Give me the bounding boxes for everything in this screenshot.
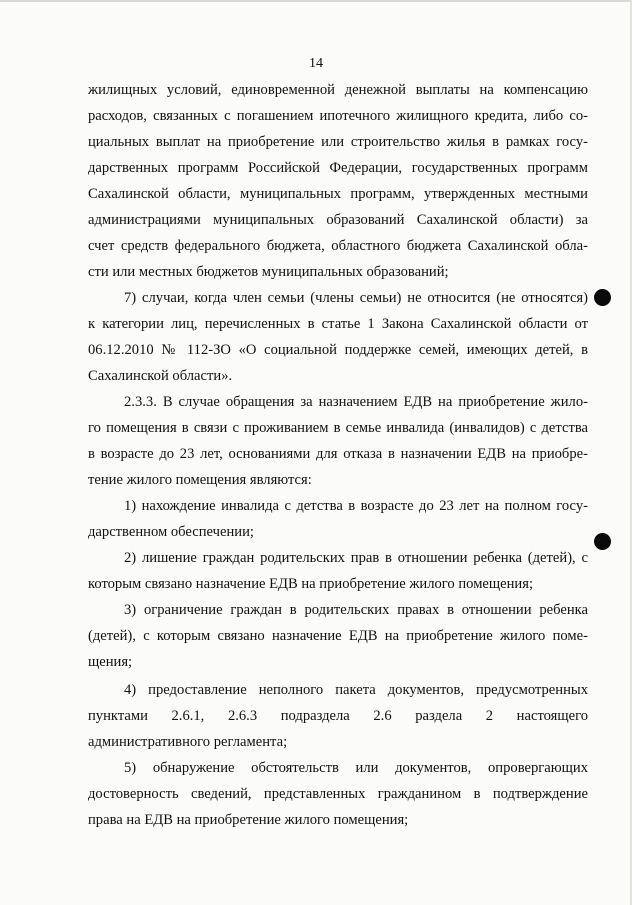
text-line: тение жилого помещения являются: — [88, 472, 312, 488]
text-line: Сахалинской области». — [88, 368, 233, 384]
text-line: в возрасте до 23 лет, основаниями для отказа в назначении ЕДВ на приобре- — [88, 446, 588, 462]
text-line: дарственном обеспечении; — [88, 524, 254, 540]
text-line: 2) лишение граждан родительских прав в отношении ребенка (детей), с — [124, 550, 588, 566]
text-line: (детей), с которым связано назначение ЕДВ на приобретение жилого поме- — [88, 628, 588, 644]
text-line: счет средств федерального бюджета, областного бюджета Сахалинской обла- — [88, 238, 588, 254]
text-line: 2.3.3. В случае обращения за назначением ЕДВ на приобретение жило- — [124, 394, 588, 410]
text-line: жилищных условий, единовременной денежной выплаты на компенсацию — [88, 82, 588, 98]
page-number: 14 — [309, 56, 323, 71]
text-line: права на ЕДВ на приобретение жилого помещения; — [88, 812, 409, 828]
text-line: циальных выплат на приобретение или строительство жилья в рамках госу- — [88, 134, 588, 150]
text-line: пунктами 2.6.1, 2.6.3 подраздела 2.6 раздела 2 настоящего — [88, 708, 588, 724]
binder-hole-mark — [594, 289, 611, 306]
text-line: расходов, связанных с погашением ипотечного жилищного кредита, либо со- — [88, 108, 588, 124]
text-line: 1) нахождение инвалида с детства в возрасте до 23 лет на полном госу- — [124, 498, 588, 514]
page-top-edge — [0, 0, 632, 2]
text-line: административного регламента; — [88, 734, 288, 750]
text-line: 06.12.2010 № 112-ЗО «О социальной поддержке семей, имеющих детей, в — [88, 342, 588, 358]
text-line: которым связано назначение ЕДВ на приобретение жилого помещения; — [88, 576, 534, 592]
text-line: 7) случаи, когда член семьи (члены семьи) не относится (не относятся) — [124, 290, 588, 306]
text-line: го помещения в связи с проживанием в семье инвалида (инвалидов) с детства — [88, 420, 588, 436]
binder-hole-mark — [594, 533, 611, 550]
text-line: достоверность сведений, представленных гражданином в подтверждение — [88, 786, 588, 802]
text-line: щения; — [88, 654, 133, 670]
text-line: 5) обнаружение обстоятельств или документов, опровергающих — [124, 760, 588, 776]
text-line: к категории лиц, перечисленных в статье 1 Закона Сахалинской области от — [88, 316, 588, 332]
text-line: сти или местных бюджетов муниципальных образований; — [88, 264, 449, 280]
text-line: дарственных программ Российской Федерации, государственных программ — [88, 160, 588, 176]
text-line: администрациями муниципальных образований Сахалинской области) за — [88, 212, 588, 228]
text-line: Сахалинской области, муниципальных программ, утвержденных местными — [88, 186, 588, 202]
text-line: 4) предоставление неполного пакета документов, предусмотренных — [124, 682, 588, 698]
text-line: 3) ограничение граждан в родительских правах в отношении ребенка — [124, 602, 588, 618]
